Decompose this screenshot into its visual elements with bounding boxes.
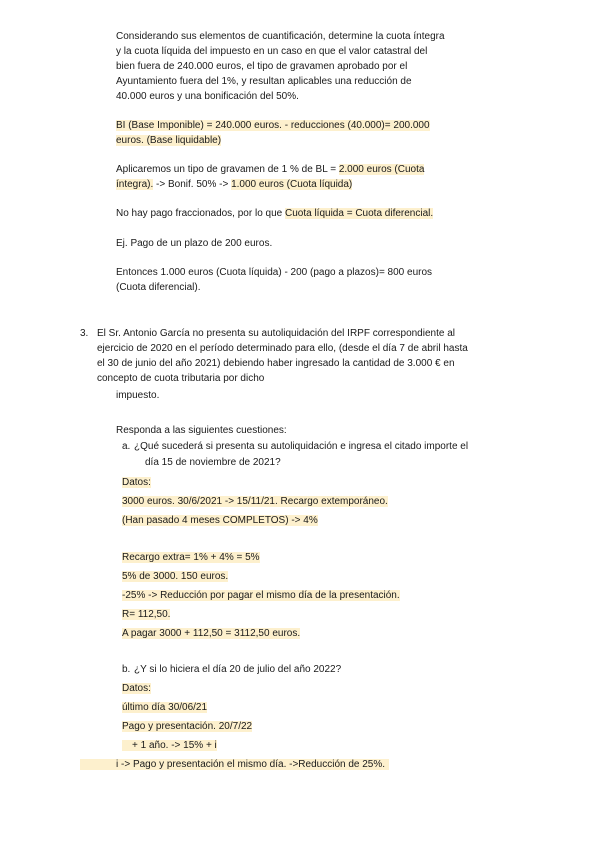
qa-answer-5 <box>122 570 228 584</box>
tipo-line-1 <box>116 163 424 177</box>
qa-answer-6 <box>122 589 400 603</box>
qa-answer-6-text: -25% -> Reducción por pagar el mismo día de la presentación. <box>122 590 400 601</box>
qa-answer-7 <box>122 608 170 622</box>
qa-answer-3 <box>122 514 318 528</box>
qb-answer-3 <box>122 720 252 734</box>
q3-line-3: el 30 de junio del año 2021) debiendo haber ingresado la cantidad de 3.000 € en <box>97 358 455 369</box>
qa-answer-1 <box>122 476 151 490</box>
qb-answer-2 <box>122 701 207 715</box>
qa-answer-5-text: 5% de 3000. 150 euros. <box>122 571 229 582</box>
q3-line-1: El Sr. Antonio García no presenta su autoliquidación del IRPF correspondiente al <box>97 328 455 339</box>
qb-answer-5-text: i -> Pago y presentación el mismo día. ->Reducción de 25%. <box>80 759 389 770</box>
qb-answer-1 <box>122 682 151 696</box>
tipo-line-2-a: íntegra). <box>116 179 154 190</box>
q3-number: 3. <box>80 328 89 339</box>
qa-answer-2-text: 3000 euros. 30/6/2021 -> 15/11/21. Recargo extemporáneo. <box>122 496 388 507</box>
qa-answer-8 <box>122 627 300 641</box>
qa-answer-4 <box>122 551 260 565</box>
qa-answer-3-text: (Han pasado 4 meses COMPLETOS) -> 4% <box>122 515 318 526</box>
bi-line-2-text: euros. (Base liquidable) <box>116 135 222 146</box>
qb-label: b. <box>122 664 131 675</box>
intro-line-3: bien fuera de 240.000 euros, el tipo de gravamen aprobado por el <box>116 61 408 72</box>
fracc-a: No hay pago fraccionados, por lo que <box>116 208 285 219</box>
q3-line-2: ejercicio de 2020 en el período determinado para ello, (desde el día 7 de abril hasta <box>97 343 468 354</box>
bi-line-2 <box>116 134 221 148</box>
qb-answer-2-text: último día 30/06/21 <box>122 702 208 713</box>
ej-line: Ej. Pago de un plazo de 200 euros. <box>116 238 273 249</box>
qb-answer-4-text: + 1 año. -> 15% + i <box>122 740 217 751</box>
qb-line-1: ¿Y si lo hiciera el día 20 de julio del año 2022? <box>134 664 342 675</box>
q3-line-4: concepto de cuota tributaria por dicho <box>97 373 265 384</box>
tipo-line-2 <box>116 178 352 192</box>
qa-answer-8-text: A pagar 3000 + 112,50 = 3112,50 euros. <box>122 628 301 639</box>
qa-line-1: ¿Qué sucederá si presenta su autoliquidación e ingresa el citado importe el <box>134 441 469 452</box>
q3-line-5: impuesto. <box>116 390 160 401</box>
qa-answer-4-text: Recargo extra= 1% + 4% = 5% <box>122 552 260 563</box>
intro-line-1: Considerando sus elementos de cuantificación, determine la cuota íntegra <box>116 31 445 42</box>
tipo-line-2-c: 1.000 euros (Cuota líquida) <box>231 179 353 190</box>
bi-line-1-text: BI (Base Imponible) = 240.000 euros. - reducciones (40.000)= 200.000 <box>116 120 430 131</box>
qa-answer-1-text: Datos: <box>122 477 151 488</box>
tipo-line-2-b: -> Bonif. 50% -> <box>153 179 232 190</box>
tipo-line-1-a: Aplicaremos un tipo de gravamen de 1 % de BL = <box>116 164 339 175</box>
qa-label: a. <box>122 441 131 452</box>
fracc-line <box>116 207 433 221</box>
qb-answer-5 <box>80 758 389 772</box>
entonces-line-2: (Cuota diferencial). <box>116 282 201 293</box>
responda-line: Responda a las siguientes cuestiones: <box>116 425 287 436</box>
qb-answer-4 <box>122 739 217 753</box>
entonces-line-1: Entonces 1.000 euros (Cuota líquida) - 200 (pago a plazos)= 800 euros <box>116 267 433 278</box>
qb-answer-3-text: Pago y presentación. 20/7/22 <box>122 721 253 732</box>
qa-answer-7-text: R= 112,50. <box>122 609 171 620</box>
tipo-line-1-b: 2.000 euros (Cuota <box>338 164 425 175</box>
qb-answer-1-text: Datos: <box>122 683 151 694</box>
qa-line-2: día 15 de noviembre de 2021? <box>145 457 281 468</box>
intro-line-4: Ayuntamiento fuera del 1%, y resultan aplicables una reducción de <box>116 76 412 87</box>
intro-line-5: 40.000 euros y una bonificación del 50%. <box>116 91 299 102</box>
bi-line-1 <box>116 119 430 133</box>
qa-answer-2 <box>122 495 388 509</box>
fracc-b: Cuota líquida = Cuota diferencial. <box>285 208 434 219</box>
intro-line-2: y la cuota líquida del impuesto en un caso en que el valor catastral del <box>116 46 428 57</box>
